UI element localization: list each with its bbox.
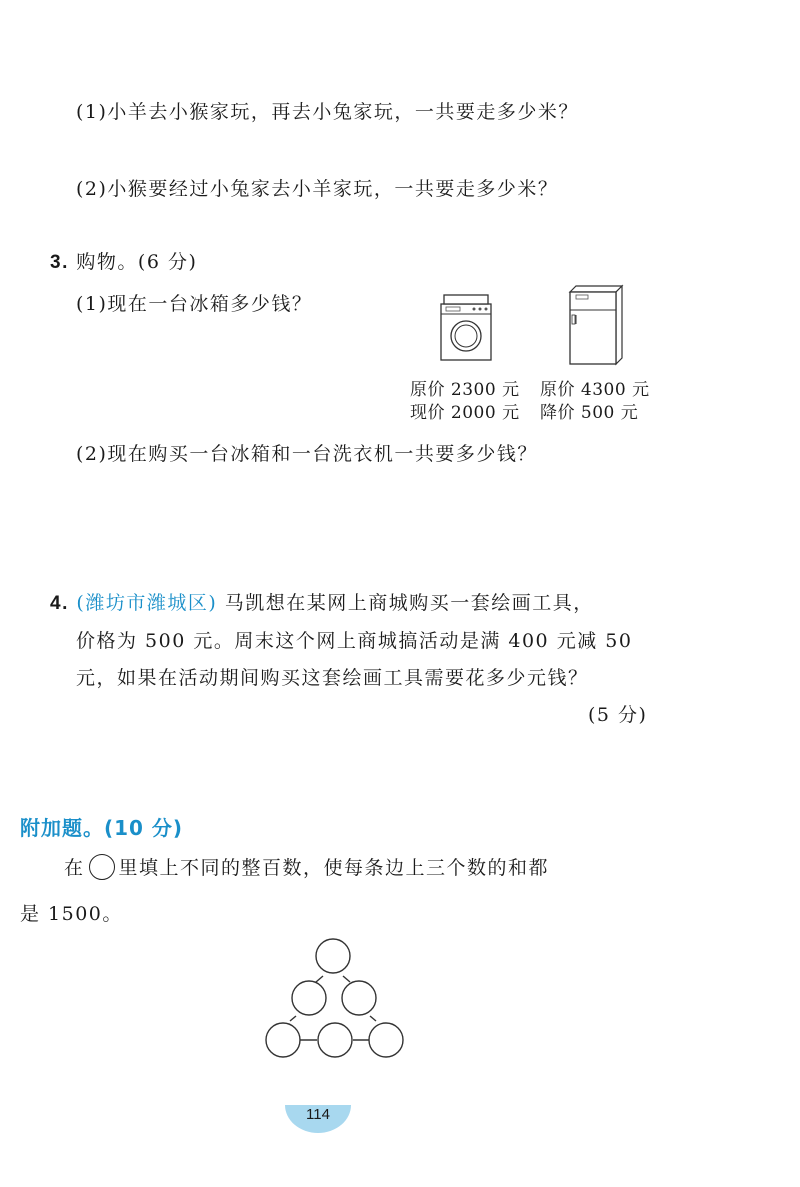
bonus-text-after: 里填上不同的整百数，使每条边上三个数的和都 [118, 857, 550, 879]
blank-circle-icon [89, 854, 115, 880]
fridge-original-price: 原价 4300 元 [540, 380, 650, 400]
washer-original-price: 原价 2300 元 [410, 380, 520, 400]
q4-source: (潍坊市潍城区) [76, 592, 218, 614]
q3-sub1: (1)现在一台冰箱多少钱？ [76, 293, 313, 315]
q4-text-line1: 马凯想在某网上商城购买一套绘画工具， [224, 592, 594, 614]
page-number: 114 [306, 1106, 330, 1123]
q4-score: (5 分) [588, 704, 648, 726]
q2-sub2: (2)小猴要经过小兔家去小羊家玩，一共要走多少米？ [76, 178, 559, 200]
bonus-title: 附加题。(10 分) [20, 816, 184, 840]
middle-right-circle [342, 981, 376, 1015]
q2-sub1: (1)小羊去小猴家玩，再去小兔家玩，一共要走多少米？ [76, 101, 579, 123]
q4-line3: 元，如果在活动期间购买这套绘画工具需要花多少元钱？ [76, 667, 589, 689]
bonus-line2: 是 1500。 [20, 903, 123, 925]
top-circle [316, 939, 350, 973]
q4-number: 4. [50, 593, 69, 614]
q3-heading [50, 247, 197, 274]
middle-left-circle [292, 981, 326, 1015]
refrigerator-icon [566, 284, 624, 366]
washing-machine-icon [438, 292, 494, 362]
washer-current-price: 现价 2000 元 [410, 403, 520, 423]
bottom-middle-circle [318, 1023, 352, 1057]
q3-sub2: (2)现在购买一台冰箱和一台洗衣机一共要多少钱？ [76, 443, 538, 465]
q3-title: 购物。(6 分) [76, 251, 198, 273]
bonus-line1 [64, 853, 549, 880]
q3-number: 3. [50, 252, 69, 273]
bottom-right-circle [369, 1023, 403, 1057]
bottom-left-circle [266, 1023, 300, 1057]
q4-line2: 价格为 500 元。周末这个网上商城搞活动是满 400 元减 50 [76, 630, 633, 652]
q4-line1 [50, 588, 594, 615]
bonus-text-before: 在 [64, 857, 85, 879]
diagram-connector [316, 976, 323, 982]
fridge-discount: 降价 500 元 [540, 403, 639, 423]
triangle-circle-diagram [255, 930, 415, 1070]
